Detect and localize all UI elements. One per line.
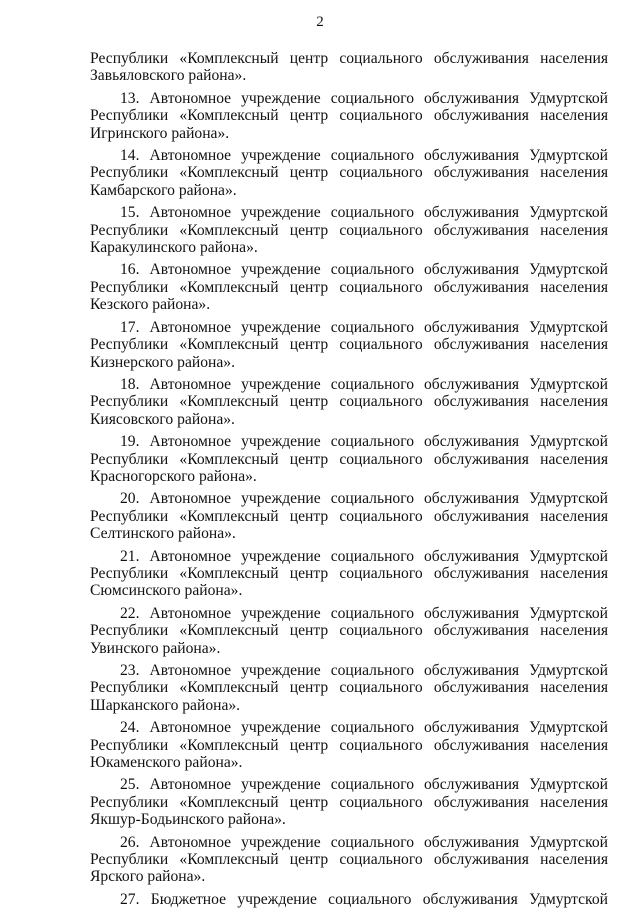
list-item-13: 13. Автономное учреждение социального обслуживания Удмуртской Республики «Комплексный центр социального обслуживания населения Игринского района». [90, 89, 608, 142]
list-item-21: 21. Автономное учреждение социального обслуживания Удмуртской Республики «Комплексный центр социального обслуживания населения Сюмсинского района». [90, 547, 608, 600]
list-item-17: 17. Автономное учреждение социального обслуживания Удмуртской Республики «Комплексный центр социального обслуживания населения Кизнерского района». [90, 318, 608, 371]
list-item-14: 14. Автономное учреждение социального обслуживания Удмуртской Республики «Комплексный центр социального обслуживания населения Камбарского района». [90, 147, 608, 199]
list-item-16: 16. Автономное учреждение социального обслуживания Удмуртской Республики «Комплексный центр социального обслуживания населения Кезского района». [90, 261, 608, 314]
list-item-26: 26. Автономное учреждение социального обслуживания Удмуртской Республики «Комплексный центр социального обслуживания населения Ярского района». [90, 833, 608, 886]
document-body [90, 50, 608, 913]
list-item-18: 18. Автономное учреждение социального обслуживания Удмуртской Республики «Комплексный центр социального обслуживания населения Киясовского района». [90, 375, 608, 428]
list-item-25: 25. Автономное учреждение социального обслуживания Удмуртской Республики «Комплексный центр социального обслуживания населения Якшур-Бодьинского района». [90, 776, 608, 829]
list-item-15: 15. Автономное учреждение социального обслуживания Удмуртской Республики «Комплексный центр социального обслуживания населения Каракулинского района». [90, 204, 608, 257]
list-item-23: 23. Автономное учреждение социального обслуживания Удмуртской Республики «Комплексный центр социального обслуживания населения Шарканского района». [90, 662, 608, 714]
paragraph-continuation: Республики «Комплексный центр социального обслуживания населения Завьяловского района». [90, 50, 608, 85]
list-item-22: 22. Автономное учреждение социального обслуживания Удмуртской Республики «Комплексный центр социального обслуживания населения Увинского района». [90, 604, 608, 657]
list-item-20: 20. Автономное учреждение социального обслуживания Удмуртской Республики «Комплексный центр социального обслуживания населения Селтинского района». [90, 490, 608, 543]
list-item-19: 19. Автономное учреждение социального обслуживания Удмуртской Республики «Комплексный центр социального обслуживания населения Красногорского района». [90, 433, 608, 485]
list-item-27: 27. Бюджетное учреждение социального обслуживания Удмуртской [120, 890, 608, 908]
list-item-24: 24. Автономное учреждение социального обслуживания Удмуртской Республики «Комплексный центр социального обслуживания населения Юкаменского района». [90, 719, 608, 772]
page-number: 2 [316, 14, 324, 30]
